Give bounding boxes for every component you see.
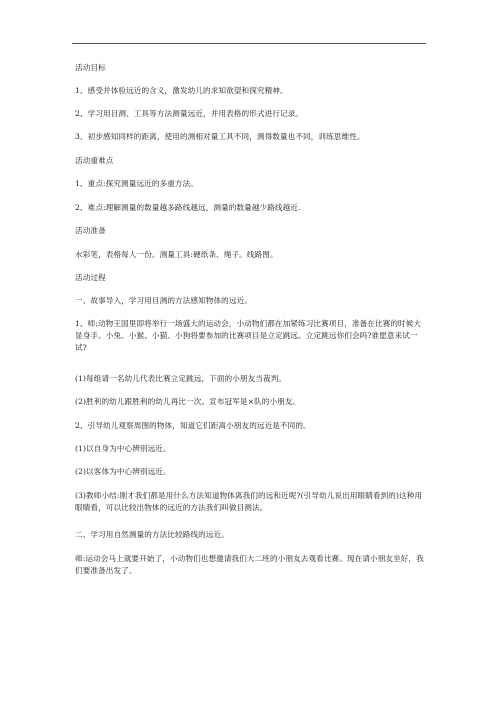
heading-preparation: 活动准备 bbox=[75, 226, 106, 235]
section-2-title: 二、学习用自然测量的方法比较路线的远近。 bbox=[75, 530, 229, 539]
step-2: 2、引导幼儿观察周围的物体，知道它们距离小朋友的远近是不同的。 bbox=[75, 421, 311, 430]
preparation-text: 水彩笔，表格每人一份。测量工具:硬纸条、绳子。线路图。 bbox=[75, 250, 278, 259]
heading-goals: 活动目标 bbox=[75, 63, 106, 72]
step-2a: (1)以自身为中心辨别远近。 bbox=[75, 444, 171, 453]
goal-3: 3、初步感知同样的距离，使用的测相对量工具不同，测得数量也不同，训练思维性。 bbox=[75, 132, 365, 141]
step-3-summary: (3)教师小结:刚才我们都是用什么方法知道物体离我们的远和近呢?(引导幼儿说出用眼睛看到的)这种用眼睛看，可以比较出物体的远近的方法我们叫做目测法。 bbox=[75, 491, 423, 512]
step-1a: (1)每组请一名幼儿代表比赛立定跳远，下面的小朋友当裁判。 bbox=[75, 374, 287, 383]
step-1: 1、师:动物王国里即将举行一场盛大的运动会，小动物们都在加紧练习比赛项目，准备在比赛的时候大显身手。小兔、小猴、小猫、小狗将要参加的比赛项目是立定跳远。立定跳远你们会吗?谁愿意来试一试? bbox=[75, 319, 422, 352]
heading-key-points: 活动重难点 bbox=[75, 156, 114, 165]
section-1-title: 一、故事导入，学习用目测的方法感知物体的远近。 bbox=[75, 296, 252, 305]
heading-process: 活动过程 bbox=[75, 273, 106, 282]
key-point-1: 1、重点:探究测量远近的多重方法。 bbox=[75, 179, 198, 188]
header-rule bbox=[72, 43, 426, 44]
step-2b: (2)以客体为中心辨别远近。 bbox=[75, 467, 171, 476]
step-1b: (2)胜利的幼儿跟胜利的幼儿再比一次。宣布冠军是×队的小朋友。 bbox=[75, 397, 301, 406]
goal-1: 1、感受并体验远近的含义，激发幼儿的求知欲望和探究精神。 bbox=[75, 86, 288, 95]
key-point-2: 2、难点:理解测量的数量越多路线越远，测量的数量越少路线越近. bbox=[75, 203, 301, 212]
goal-2: 2、学习用目测、工具等方法测量远近，并用表格的形式进行记录。 bbox=[75, 109, 304, 118]
step-4: 师:运动会马上就要开始了，小动物们也想邀请我们大二班的小朋友去观看比赛。现在请小朋友坐好，我们要准备出发了。 bbox=[75, 554, 424, 575]
